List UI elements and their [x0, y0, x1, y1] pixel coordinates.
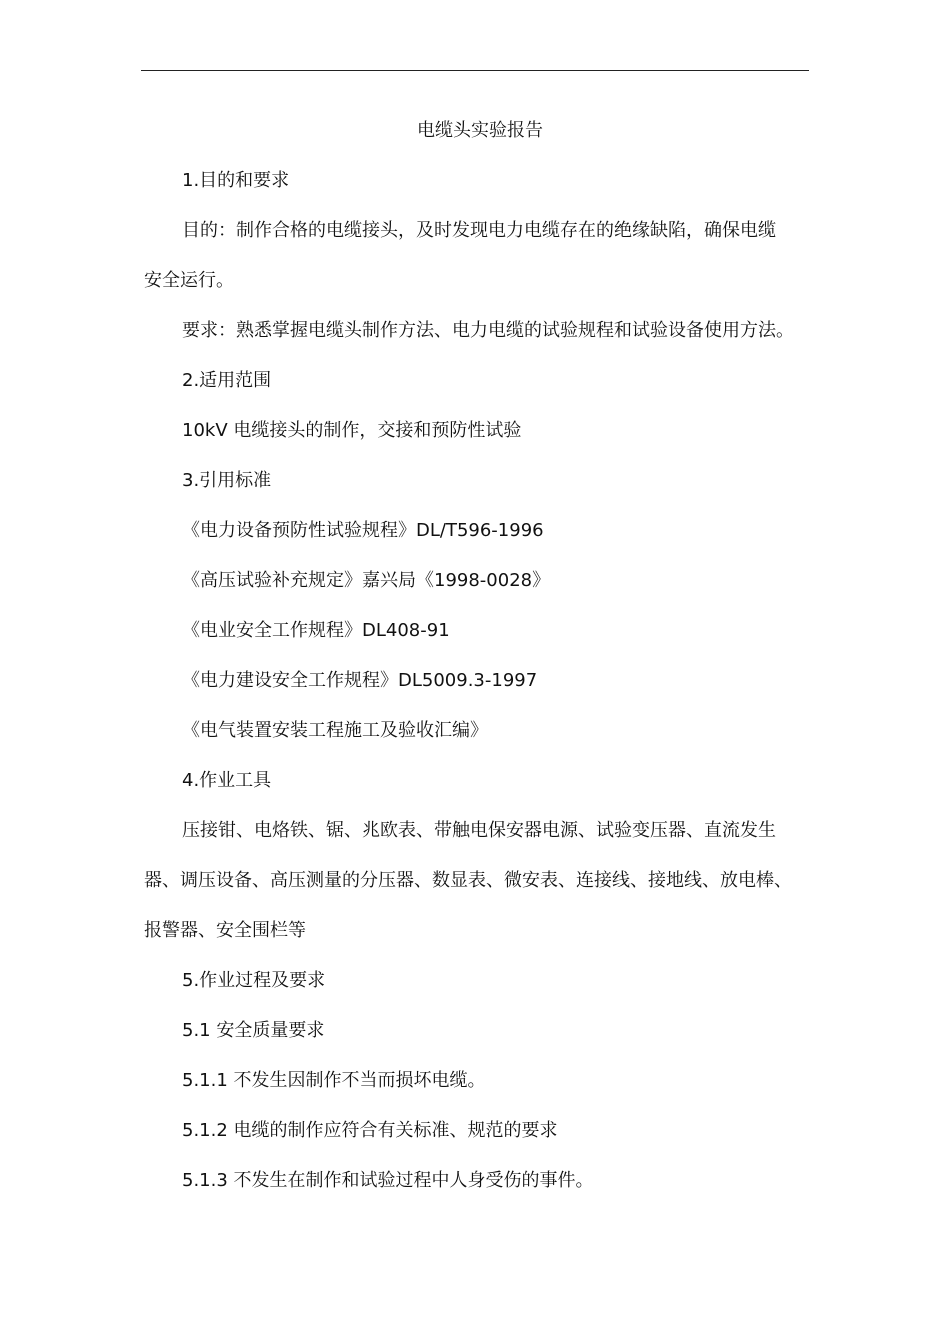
- section-heading-purpose: 1.目的和要求: [182, 170, 290, 191]
- list-item: 5.1.2 电缆的制作应符合有关标准、规范的要求: [182, 1120, 558, 1141]
- paragraph-tools: 压接钳、电烙铁、锯、兆欧表、带触电保安器电源、试验变压器、直流发生: [182, 820, 776, 841]
- reference-item: 《高压试验补充规定》嘉兴局《1998-0028》: [182, 570, 551, 591]
- paragraph-tools-cont: 报警器、安全围栏等: [144, 920, 306, 941]
- section-heading-references: 3.引用标准: [182, 470, 272, 491]
- header-rule: [141, 70, 809, 71]
- list-item: 5.1.3 不发生在制作和试验过程中人身受伤的事件。: [182, 1170, 594, 1191]
- reference-item: 《电力建设安全工作规程》DL5009.3-1997: [182, 670, 538, 691]
- reference-item: 《电力设备预防性试验规程》DL/T596-1996: [182, 520, 544, 541]
- reference-item: 《电气装置安装工程施工及验收汇编》: [182, 720, 488, 741]
- list-item: 5.1.1 不发生因制作不当而损坏电缆。: [182, 1070, 486, 1091]
- paragraph-requirement: 要求：熟悉掌握电缆头制作方法、电力电缆的试验规程和试验设备使用方法。: [182, 320, 794, 341]
- section-heading-scope: 2.适用范围: [182, 370, 272, 391]
- paragraph-tools-cont: 器、调压设备、高压测量的分压器、数显表、微安表、连接线、接地线、放电棒、: [144, 870, 792, 891]
- reference-item: 《电业安全工作规程》DL408-91: [182, 620, 450, 641]
- document-body: [144, 106, 816, 1206]
- paragraph-purpose-cont: 安全运行。: [144, 270, 234, 291]
- subsection-heading-safety: 5.1 安全质量要求: [182, 1020, 325, 1041]
- paragraph-purpose: 目的：制作合格的电缆接头，及时发现电力电缆存在的绝缘缺陷，确保电缆: [182, 220, 776, 241]
- section-heading-process: 5.作业过程及要求: [182, 970, 326, 991]
- paragraph-scope: 10kV 电缆接头的制作，交接和预防性试验: [182, 420, 522, 441]
- document-title: 电缆头实验报告: [417, 120, 543, 141]
- section-heading-tools: 4.作业工具: [182, 770, 272, 791]
